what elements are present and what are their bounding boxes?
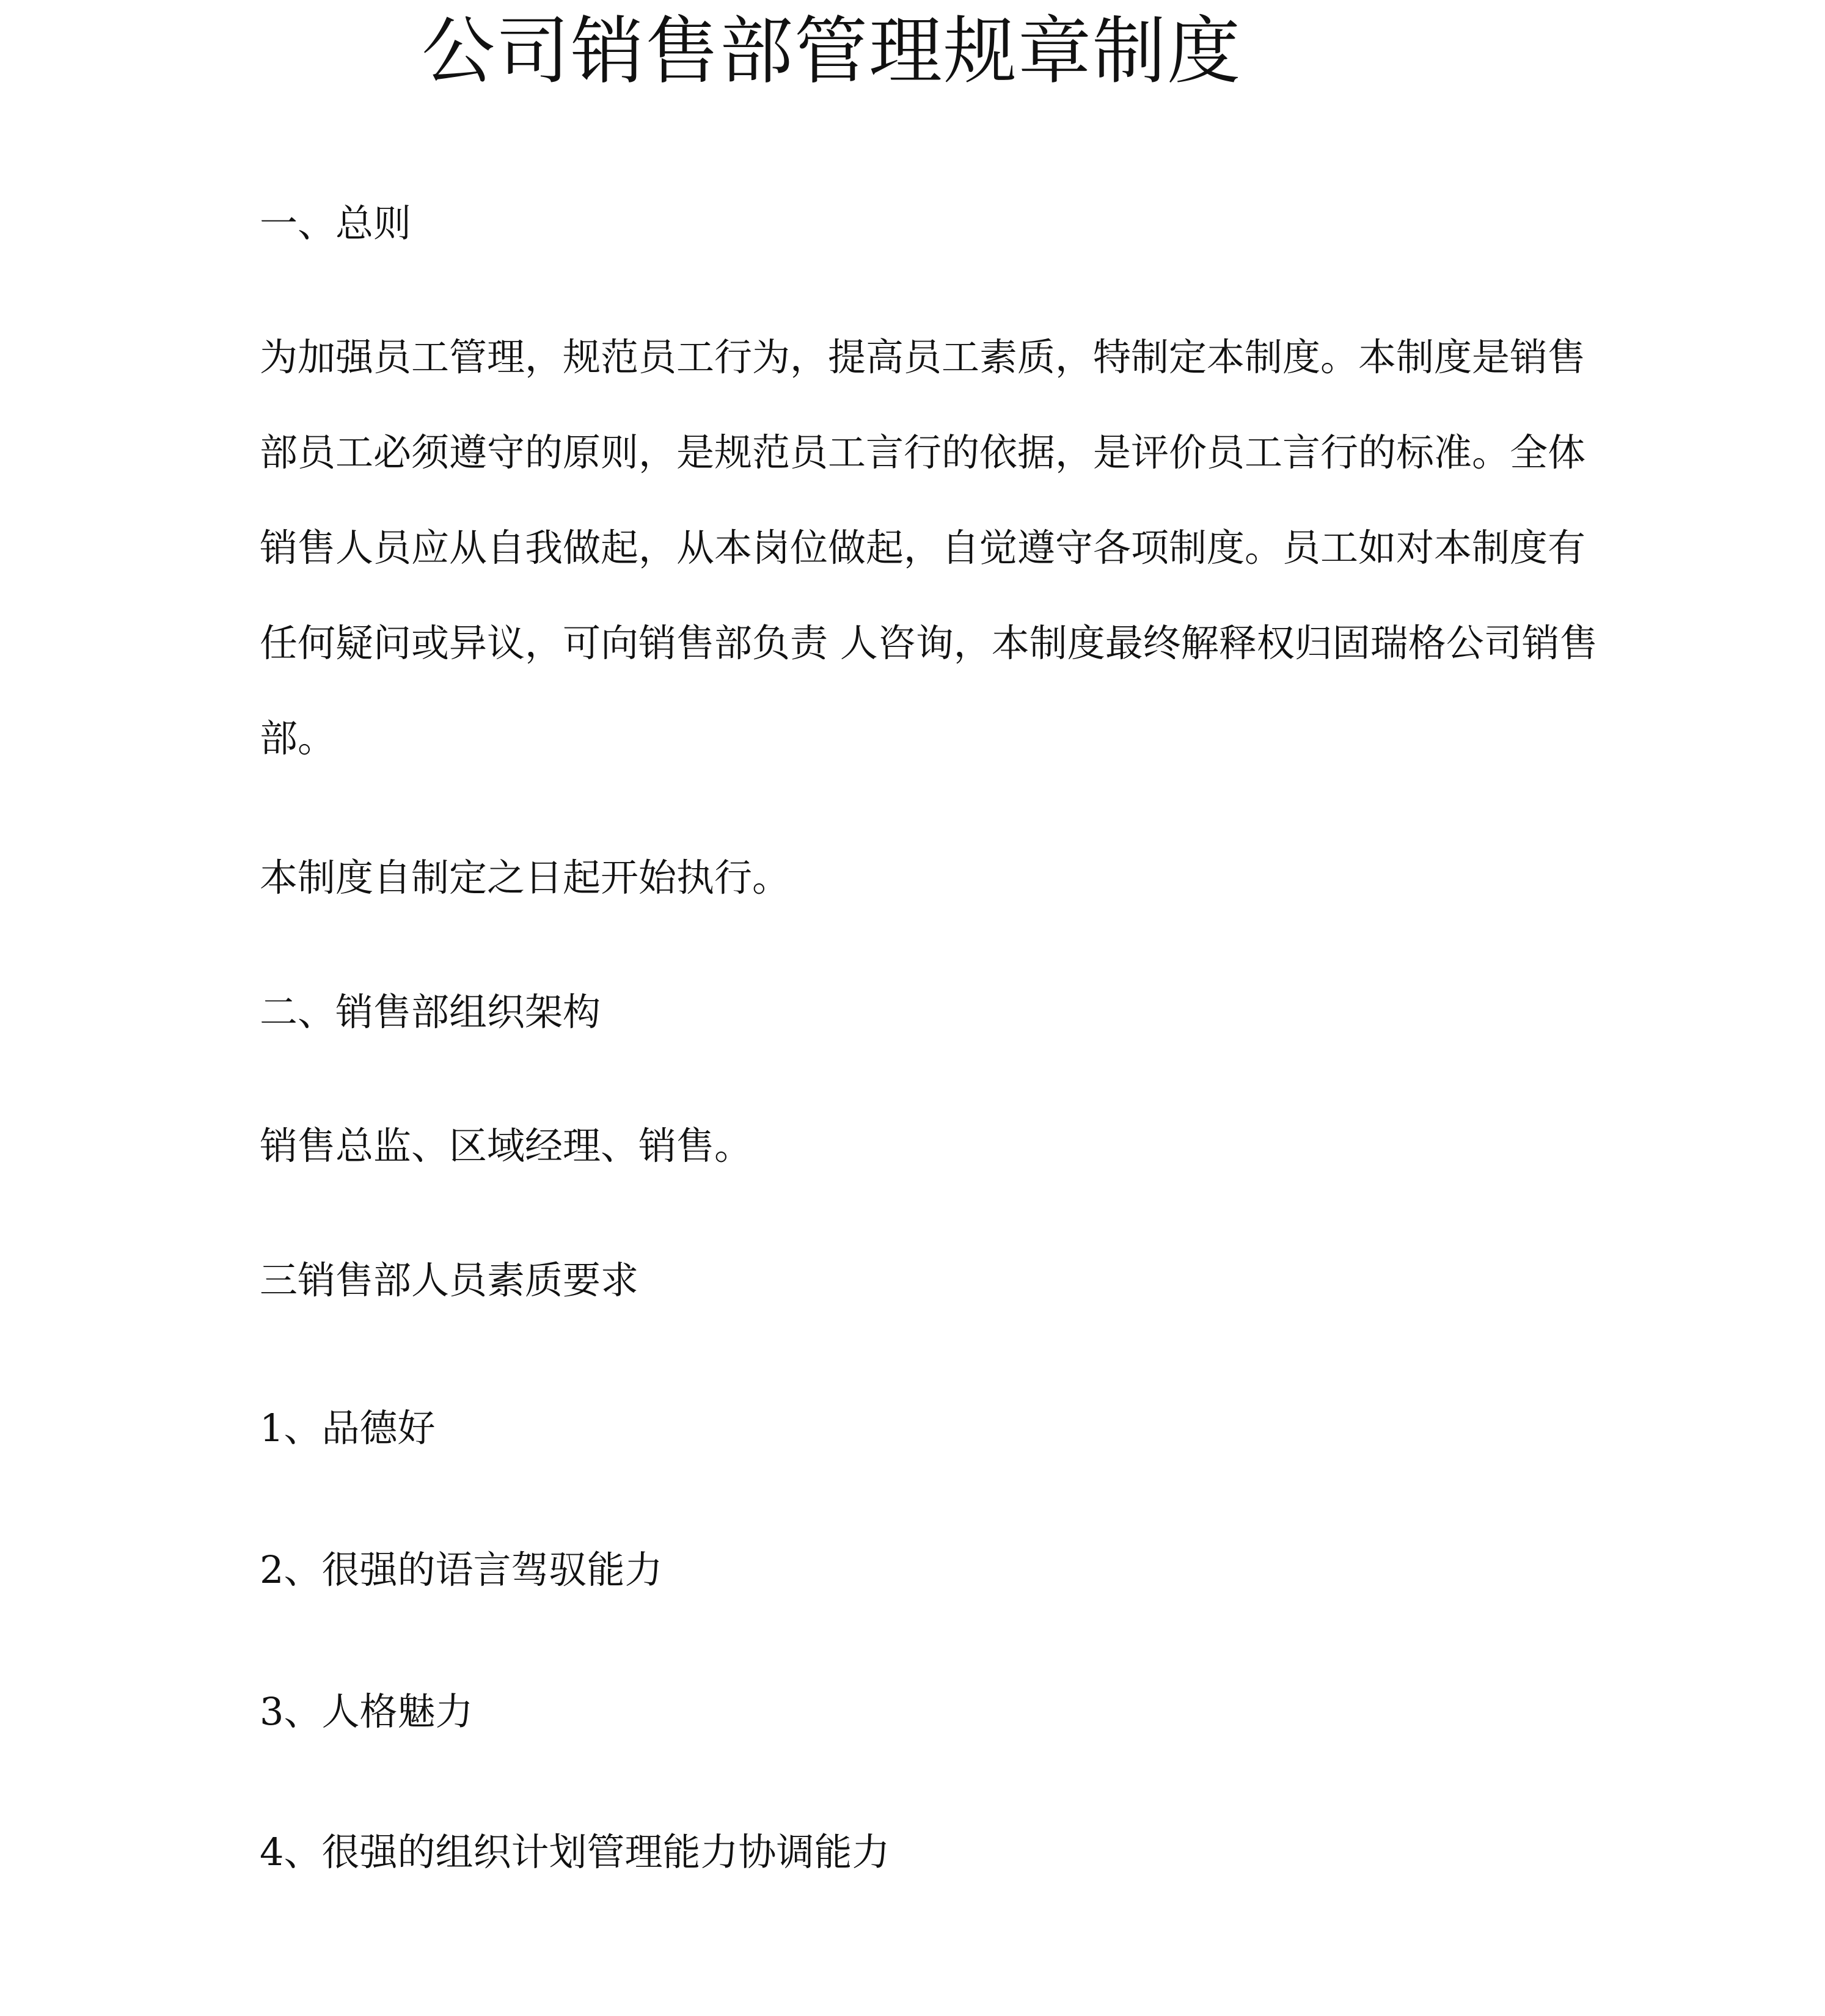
quality-list-item: 4、很强的组织计划管理能力协调能力 xyxy=(260,1830,890,1874)
effective-note: 本制度自制定之日起开始执行。 xyxy=(260,855,791,900)
quality-list-item: 2、很强的语言驾驭能力 xyxy=(260,1547,663,1592)
general-paragraph-line: 为加强员工管理，规范员工行为，提高员工素质，特制定本制度。本制度是销售 xyxy=(260,335,1586,379)
general-paragraph-line: 部员工必须遵守的原则，是规范员工言行的依据，是评价员工言行的标准。全体 xyxy=(260,430,1586,475)
general-paragraph-line: 部。 xyxy=(260,716,336,761)
section-heading-quality: 三销售部人员素质要求 xyxy=(260,1258,639,1302)
document-title: 公司销售部管理规章制度 xyxy=(422,9,1242,94)
quality-list-item: 1、品德好 xyxy=(260,1406,436,1450)
section-heading-org: 二、销售部组织架构 xyxy=(260,990,601,1034)
general-paragraph xyxy=(260,333,1598,809)
general-paragraph-line: 任何疑问或异议，可向销售部负责 人咨询，本制度最终解释权归固瑞格公司销售 xyxy=(260,621,1598,665)
general-paragraph-line: 销售人员应从自我做起，从本岗位做起，自觉遵守各项制度。员工如对本制度有 xyxy=(260,525,1586,570)
quality-list-item: 3、人格魅力 xyxy=(260,1689,474,1734)
section-heading-general: 一、总则 xyxy=(260,201,412,246)
org-content: 销售总监、区域经理、销售。 xyxy=(260,1123,753,1168)
